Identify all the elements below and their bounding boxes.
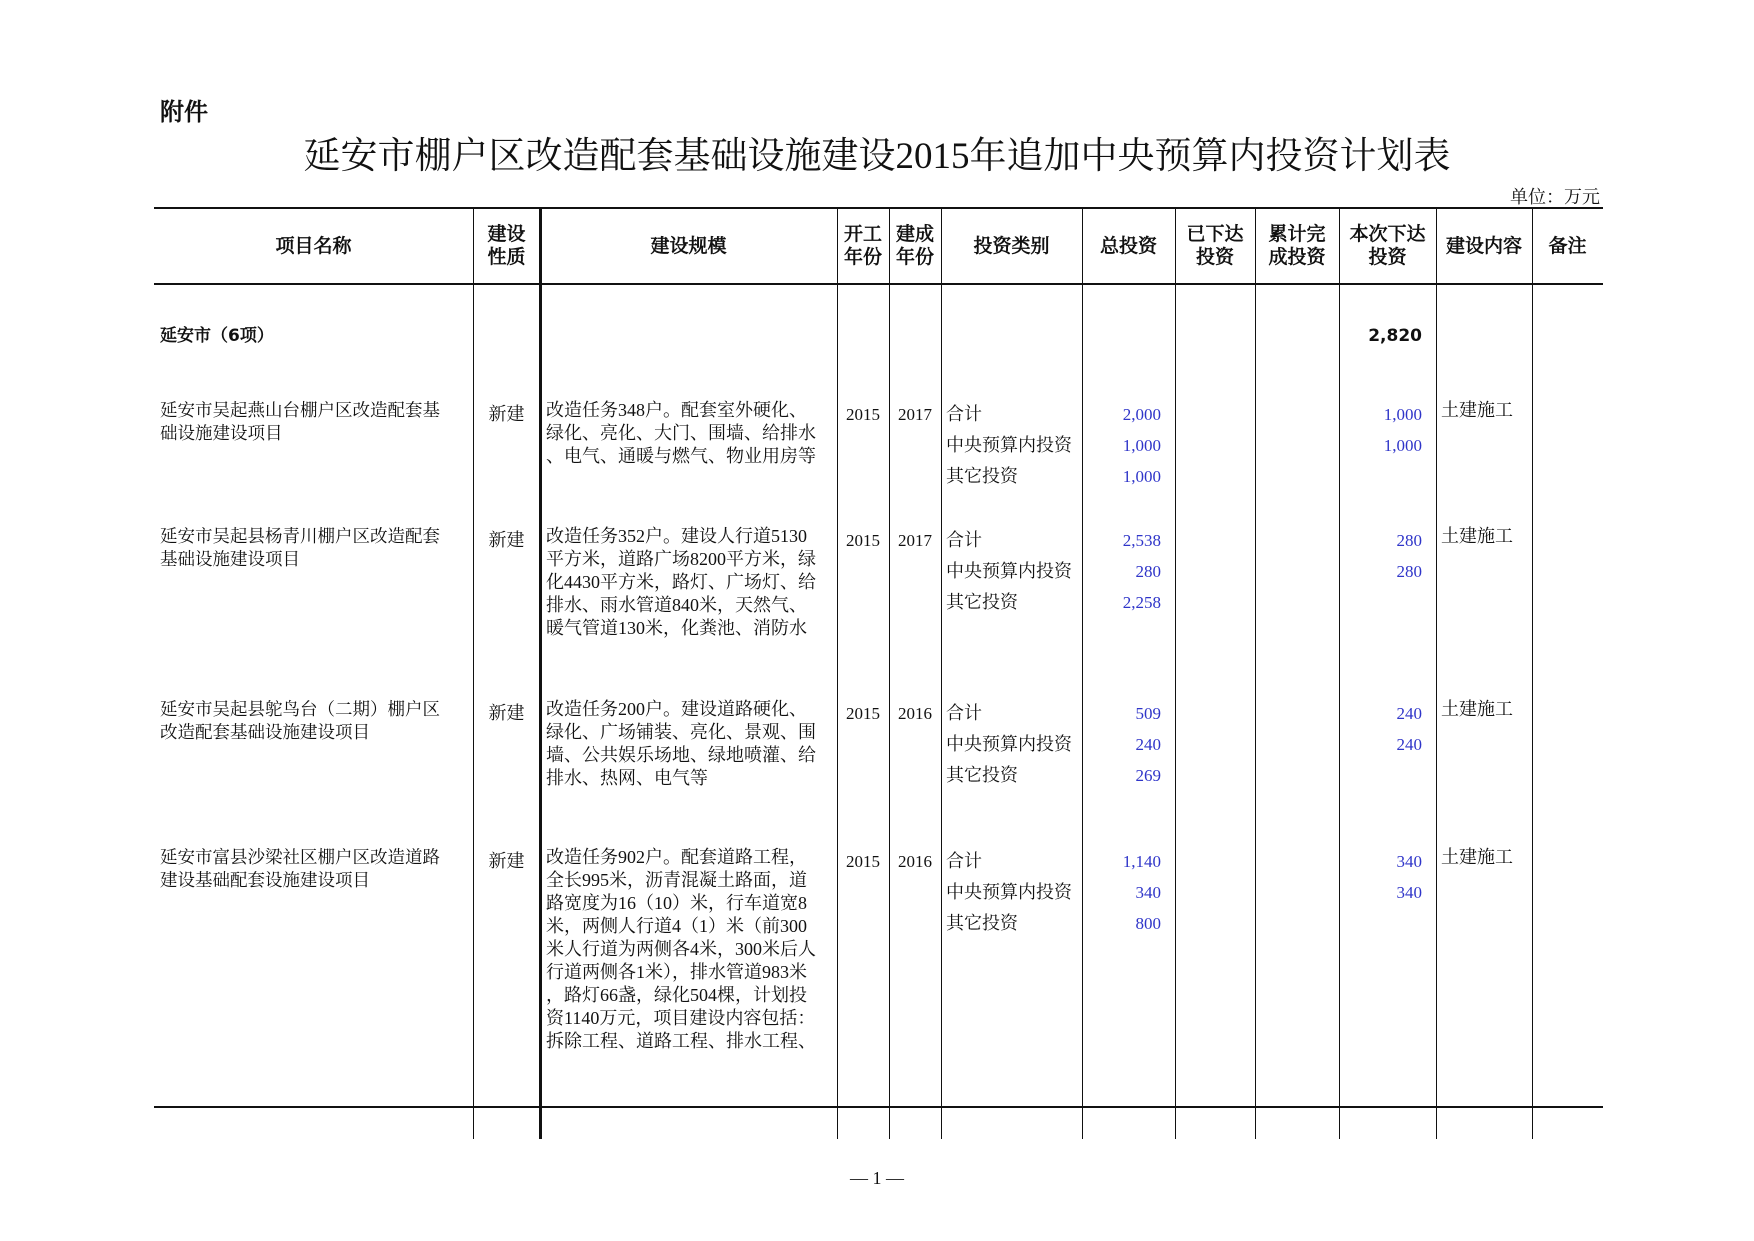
total-investment-list bbox=[1082, 399, 1161, 492]
project-name-line: 改造配套基础设施建设项目 bbox=[160, 721, 370, 742]
project-row bbox=[0, 399, 1754, 486]
scale-line: 资1140万元，项目建设内容包括： bbox=[546, 1008, 816, 1028]
project-row bbox=[0, 698, 1754, 788]
header-total-investment bbox=[1082, 209, 1175, 283]
project-name bbox=[160, 399, 472, 444]
column-divider bbox=[1436, 208, 1437, 1139]
current-investment-list bbox=[1339, 846, 1422, 908]
construction-nature: 新建 bbox=[488, 851, 525, 871]
project-name bbox=[160, 698, 472, 743]
header-current-investment bbox=[1339, 209, 1436, 283]
investment-type-list bbox=[946, 525, 1080, 618]
column-divider bbox=[1532, 208, 1533, 1139]
header-issued-investment bbox=[1175, 209, 1255, 283]
column-divider bbox=[539, 208, 542, 1139]
header-label: 项目名称 bbox=[275, 234, 352, 257]
scale-line: 绿化、广场铺装、亮化、景观、围 bbox=[546, 722, 816, 742]
construction-content: 土建施工 bbox=[1441, 699, 1513, 719]
start-year: 2015 bbox=[846, 704, 880, 723]
scale-line: 米，两侧人行道4（1）米（前300 bbox=[546, 916, 807, 936]
scale-line: 绿化、亮化、大门、围墙、给排水 bbox=[546, 423, 816, 443]
total-investment-value: 1,000 bbox=[1122, 436, 1161, 455]
project-name-line: 延安市吴起县杨青川棚户区改造配套 bbox=[160, 526, 440, 546]
investment-type: 中央预算内投资 bbox=[946, 561, 1072, 581]
scale-line: 排水、热网、电气等 bbox=[546, 768, 708, 788]
scale-line: 排水、雨水管道840米，天然气、 bbox=[546, 595, 807, 615]
current-investment-value: 280 bbox=[1396, 562, 1422, 581]
scale-line: 化4430平方米，路灯、广场灯、给 bbox=[546, 572, 816, 592]
header-label: 建设内容 bbox=[1445, 234, 1522, 257]
investment-type-list bbox=[946, 399, 1080, 492]
current-investment-value: 1,000 bbox=[1383, 405, 1422, 424]
current-investment-value: 1,000 bbox=[1383, 436, 1422, 455]
project-name-line: 延安市富县沙梁社区棚户区改造道路 bbox=[160, 847, 440, 867]
total-investment-value: 1,140 bbox=[1122, 852, 1161, 871]
document-title: 延安市棚户区改造配套基础设施建设2015年追加中央预算内投资计划表 bbox=[303, 136, 1451, 177]
header-label: 备注 bbox=[1548, 234, 1587, 257]
project-row bbox=[0, 846, 1754, 1051]
project-name-line: 延安市吴起县鸵鸟台（二期）棚户区 bbox=[160, 699, 440, 719]
completion-year: 2017 bbox=[898, 405, 932, 424]
column-divider bbox=[837, 208, 838, 1139]
scale-line: 、电气、通暖与燃气、物业用房等 bbox=[546, 446, 816, 466]
header-label: 成投资 bbox=[1268, 246, 1326, 268]
total-investment-value: 2,258 bbox=[1122, 593, 1161, 612]
page-number: — 1 — bbox=[850, 1168, 904, 1188]
header-label: 年份 bbox=[895, 246, 934, 268]
completion-year: 2017 bbox=[898, 531, 932, 550]
investment-type: 中央预算内投资 bbox=[946, 734, 1072, 754]
scale-line: 改造任务348户。配套室外硬化、 bbox=[546, 400, 807, 420]
summary-row bbox=[0, 324, 1754, 346]
investment-type: 合计 bbox=[946, 530, 982, 550]
total-investment-value: 2,000 bbox=[1122, 405, 1161, 424]
header-cumulative-investment bbox=[1255, 209, 1339, 283]
construction-scale bbox=[546, 525, 835, 640]
header-label: 建设规模 bbox=[650, 234, 727, 257]
project-name bbox=[160, 846, 472, 891]
scale-line: ，路灯66盏，绿化504棵，计划投 bbox=[546, 985, 807, 1005]
current-investment-value: 240 bbox=[1396, 704, 1422, 723]
header-label: 已下达 bbox=[1186, 223, 1244, 245]
investment-type: 合计 bbox=[946, 703, 982, 723]
header-investment-type bbox=[941, 209, 1082, 283]
scale-line: 改造任务352户。建设人行道5130 bbox=[546, 526, 807, 546]
scale-line: 墙、公共娱乐场地、绿地喷灌、给 bbox=[546, 745, 816, 765]
header-start-year bbox=[837, 209, 889, 283]
unit-label: 单位：万元 bbox=[1510, 187, 1600, 207]
project-name-line: 础设施建设项目 bbox=[160, 422, 283, 443]
construction-content: 土建施工 bbox=[1441, 526, 1513, 546]
investment-type: 其它投资 bbox=[946, 913, 1018, 933]
total-investment-list bbox=[1082, 698, 1161, 791]
project-name bbox=[160, 525, 472, 570]
total-investment-value: 280 bbox=[1135, 562, 1161, 581]
header-label: 年份 bbox=[843, 246, 882, 268]
current-investment-list bbox=[1339, 399, 1422, 461]
current-investment-value: 340 bbox=[1396, 852, 1422, 871]
header-label: 建成 bbox=[895, 223, 934, 245]
column-divider bbox=[1175, 208, 1176, 1139]
project-name-line: 基础设施建设项目 bbox=[160, 548, 300, 569]
completion-year: 2016 bbox=[898, 704, 932, 723]
header-label: 累计完 bbox=[1268, 223, 1326, 245]
construction-content: 土建施工 bbox=[1441, 400, 1513, 420]
header-label: 建设 bbox=[487, 223, 526, 245]
scale-line: 拆除工程、道路工程、排水工程、 bbox=[546, 1031, 816, 1051]
current-investment-list bbox=[1339, 698, 1422, 760]
start-year: 2015 bbox=[846, 531, 880, 550]
column-divider bbox=[889, 208, 890, 1139]
construction-content: 土建施工 bbox=[1441, 847, 1513, 867]
scale-line: 改造任务200户。建设道路硬化、 bbox=[546, 699, 807, 719]
header-construction-content bbox=[1436, 209, 1532, 283]
completion-year: 2016 bbox=[898, 852, 932, 871]
table-header-rule bbox=[154, 283, 1603, 285]
total-investment-value: 509 bbox=[1135, 704, 1161, 723]
column-divider bbox=[473, 208, 474, 1139]
investment-type-list bbox=[946, 698, 1080, 791]
header-construction-nature bbox=[473, 209, 540, 283]
header-remark bbox=[1532, 209, 1603, 283]
column-divider bbox=[941, 208, 942, 1139]
header-label: 投资 bbox=[1368, 246, 1407, 268]
table-bottom-rule bbox=[154, 1106, 1603, 1108]
header-label: 本次下达 bbox=[1349, 223, 1426, 245]
construction-nature: 新建 bbox=[488, 404, 525, 424]
current-investment-list bbox=[1339, 525, 1422, 587]
start-year: 2015 bbox=[846, 852, 880, 871]
investment-type: 其它投资 bbox=[946, 765, 1018, 785]
construction-scale bbox=[546, 698, 835, 790]
investment-type: 中央预算内投资 bbox=[946, 882, 1072, 902]
column-divider bbox=[1255, 208, 1256, 1139]
total-investment-value: 269 bbox=[1135, 766, 1161, 785]
current-investment-value: 240 bbox=[1396, 735, 1422, 754]
construction-scale bbox=[546, 399, 835, 468]
investment-type: 其它投资 bbox=[946, 466, 1018, 486]
summary-current-investment: 2,820 bbox=[1368, 326, 1422, 346]
current-investment-value: 280 bbox=[1396, 531, 1422, 550]
project-row bbox=[0, 525, 1754, 638]
investment-type: 中央预算内投资 bbox=[946, 435, 1072, 455]
construction-nature: 新建 bbox=[488, 703, 525, 723]
total-investment-value: 2,538 bbox=[1122, 531, 1161, 550]
header-label: 总投资 bbox=[1099, 234, 1157, 257]
total-investment-value: 1,000 bbox=[1122, 467, 1161, 486]
header-completion-year bbox=[889, 209, 941, 283]
investment-type-list bbox=[946, 846, 1080, 939]
start-year: 2015 bbox=[846, 405, 880, 424]
total-investment-value: 240 bbox=[1135, 735, 1161, 754]
scale-line: 路宽度为16（10）米，行车道宽8 bbox=[546, 893, 807, 913]
header-label: 开工 bbox=[843, 223, 882, 245]
header-label: 投资 bbox=[1195, 246, 1234, 268]
project-name-line: 建设基础配套设施建设项目 bbox=[160, 869, 370, 890]
investment-type: 合计 bbox=[946, 851, 982, 871]
investment-type: 合计 bbox=[946, 404, 982, 424]
project-name-line: 延安市吴起燕山台棚户区改造配套基 bbox=[160, 400, 440, 420]
header-label: 性质 bbox=[487, 246, 526, 268]
attachment-label: 附件 bbox=[160, 98, 208, 126]
construction-scale bbox=[546, 846, 835, 1053]
header-label: 投资类别 bbox=[973, 234, 1050, 257]
header-project-name bbox=[154, 209, 473, 283]
investment-type: 其它投资 bbox=[946, 592, 1018, 612]
scale-line: 米人行道为两侧各4米，300米后人 bbox=[546, 939, 816, 959]
scale-line: 全长995米，沥青混凝土路面，道 bbox=[546, 870, 807, 890]
construction-nature: 新建 bbox=[488, 530, 525, 550]
header-construction-scale bbox=[540, 209, 837, 283]
scale-line: 暖气管道130米，化粪池、消防水 bbox=[546, 618, 807, 638]
scale-line: 改造任务902户。配套道路工程， bbox=[546, 847, 807, 867]
scale-line: 平方米，道路广场8200平方米，绿 bbox=[546, 549, 816, 569]
column-divider bbox=[1082, 208, 1083, 1139]
total-investment-value: 340 bbox=[1135, 883, 1161, 902]
summary-label: 延安市（6项） bbox=[160, 326, 274, 346]
total-investment-value: 800 bbox=[1135, 914, 1161, 933]
scale-line: 行道两侧各1米），排水管道983米 bbox=[546, 962, 807, 982]
total-investment-list bbox=[1082, 846, 1161, 939]
total-investment-list bbox=[1082, 525, 1161, 618]
current-investment-value: 340 bbox=[1396, 883, 1422, 902]
